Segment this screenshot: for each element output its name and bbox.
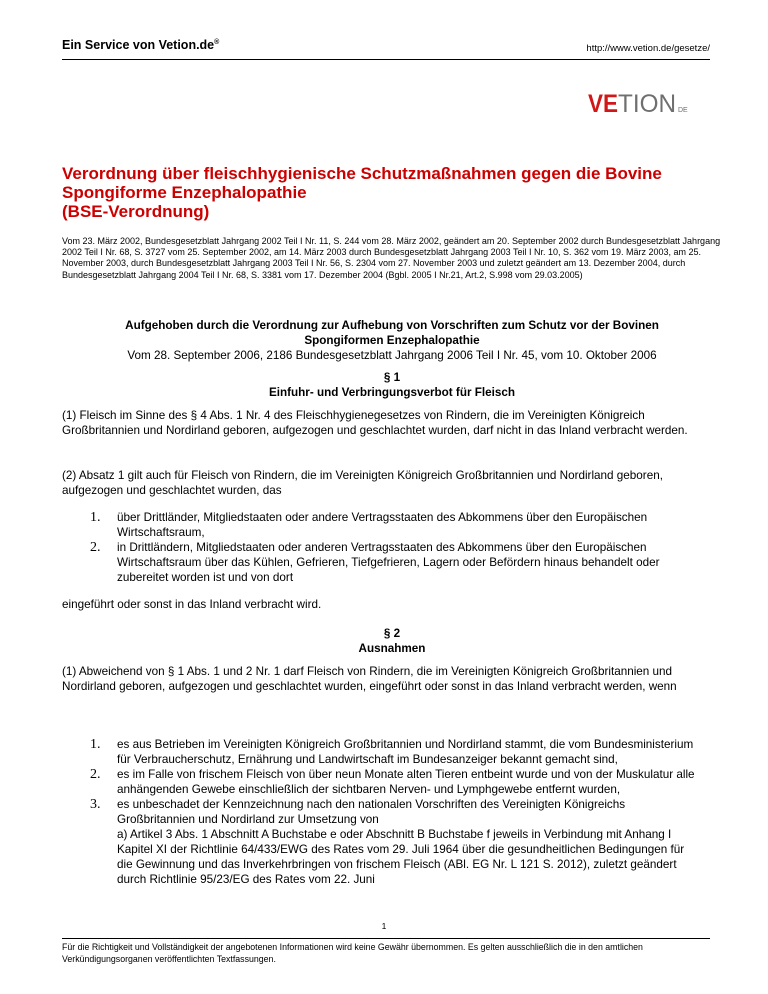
list-item-text: in Drittländern, Mitgliedstaaten oder anderen Vertragsstaaten des Abkommens über den Europäischen Wirtschaftsraum über das Kühlen, Gefrieren, Tiefgefrieren, Lagern oder Befördern hinaus behandelt oder zubereitet worden ist und von dort <box>117 541 660 584</box>
page-title <box>62 164 722 221</box>
section-1-paragraph-1: (1) Fleisch im Sinne des § 4 Abs. 1 Nr. 4 des Fleischhygienegesetzes von Rindern, die im Vereinigten Königreich Großbritannien und Nordirland geboren, aufgezogen und geschlachtet wurden, darf nicht in das Inland verbracht werden. <box>62 409 688 437</box>
section-1-paragraph-3: eingeführt oder sonst in das Inland verbracht wird. <box>62 598 322 611</box>
list-item <box>90 797 700 887</box>
repeal-line: Aufgehoben durch die Verordnung zur Aufhebung von Vorschriften zum Schutz vor der Bovinen <box>125 319 659 332</box>
header-divider <box>62 59 710 60</box>
list-item-text: über Drittländer, Mitgliedstaaten oder andere Vertragsstaaten des Abkommens über den Europäischen Wirtschaftsraum, <box>117 511 648 539</box>
section-2-heading <box>62 626 722 656</box>
list-item-text: es unbeschadet der Kennzeichnung nach den nationalen Vorschriften des Vereinigten Königreichs Großbritannien und Nordirland zur Umsetzung von <box>117 798 626 826</box>
header-url: http://www.vetion.de/gesetze/ <box>586 43 710 54</box>
list-item <box>90 737 700 767</box>
registered-mark: ® <box>214 38 220 46</box>
publication-history: Vom 23. März 2002, Bundesgesetzblatt Jahrgang 2002 Teil I Nr. 11, S. 244 vom 28. März 2002, geändert am 20. September 2002 durch Bundesgesetzblatt Jahrgang 2002 Teil I Nr. 68, S. 3727 vom 25. September 2002, am 14. März 2003 durch Bundesgesetzblatt Jahrgang 2003 Teil I Nr. 10, S. 362 vom 19. März 2003, am 25. November 2003, durch Bundesgesetzblatt Jahrgang 2003 Teil I Nr. 56, S. 2304 vom 27. November 2003 und zuletzt geändert am 13. Dezember 2004, durch Bundesgesetzblatt Jahrgang 2004 Teil I Nr. 68, S. 3381 vom 17. Dezember 2004 (Bgbl. 2005 I Nr.21, Art.2, S.998 vom 29.03.2005) <box>62 236 721 280</box>
title-line: Verordnung über fleischhygienische Schutzmaßnahmen gegen die Bovine <box>62 164 662 183</box>
page-number: 1 <box>381 921 387 931</box>
section-1-heading <box>62 370 722 400</box>
list-item-number: 2. <box>90 767 101 782</box>
section-number: § 1 <box>383 371 401 384</box>
section-number: § 2 <box>383 627 401 640</box>
footer-divider <box>62 938 710 939</box>
list-item-number: 1. <box>90 737 101 752</box>
section-1-paragraph-2: (2) Absatz 1 gilt auch für Fleisch von Rindern, die im Vereinigten Königreich Großbritannien und Nordirland geboren, aufgezogen und geschlachtet wurden, das <box>62 469 663 497</box>
section-2-paragraph-1: (1) Abweichend von § 1 Abs. 1 und 2 Nr. 1 darf Fleisch von Rindern, die im Vereinigten Königreich Großbritannien und Nordirland geboren, aufgezogen und geschlachtet wurden, eingeführt oder sonst in das Inland verbracht werden, wenn <box>62 665 677 693</box>
list-item-number: 3. <box>90 797 101 812</box>
list-item-subtext: a) Artikel 3 Abs. 1 Abschnitt A Buchstabe e oder Abschnitt B Buchstabe f jeweils in Verbindung mit Anhang I Kapitel XI der Richtlinie 64/433/EWG des Rates vom 29. Juli 1964 über die gesundheitlichen Bedingungen für die Gewinnung und das Inverkehrbringen von frischem Fleisch (ABl. EG Nr. L 121 S. 2012), zuletzt geändert durch Richtlinie 95/23/EG des Rates vom 22. Juni <box>117 828 685 886</box>
repeal-line: Spongiformen Enzephalopathie <box>304 334 480 347</box>
logo-tion-text: TION <box>618 90 676 118</box>
list-item-text: es aus Betrieben im Vereinigten Königreich Großbritannien und Nordirland stammt, die vom Bundesministerium für Verbraucherschutz, Ernährung und Landwirtschaft im Bundesanzeiger bekannt gemacht sind, <box>117 738 694 766</box>
title-line: (BSE-Verordnung) <box>62 202 210 221</box>
list-item-number: 1. <box>90 510 101 525</box>
list-item <box>90 510 700 540</box>
section-title: Ausnahmen <box>358 642 426 655</box>
list-item-number: 2. <box>90 540 101 555</box>
repeal-notice <box>62 318 722 363</box>
logo-ve-text: VE <box>588 90 618 118</box>
repeal-line: Vom 28. September 2006, 2186 Bundesgesetzblatt Jahrgang 2006 Teil I Nr. 45, vom 10. Oktober 2006 <box>127 349 657 362</box>
footer-disclaimer: Für die Richtigkeit und Vollständigkeit der angebotenen Informationen wird keine Gewähr übernommen. Es gelten ausschließlich die in den amtlichen Verkündigungsorganen veröffentlichten Textfassungen. <box>62 942 643 964</box>
vetion-logo <box>586 87 696 119</box>
header-service-label: Ein Service von Vetion.de® <box>62 38 220 52</box>
section-title: Einfuhr- und Verbringungsverbot für Fleisch <box>268 386 516 399</box>
logo-suffix-text: DE <box>678 107 688 114</box>
section-1-list <box>90 510 700 585</box>
title-line: Spongiforme Enzephalopathie <box>62 183 307 202</box>
list-item <box>90 540 700 585</box>
list-item <box>90 767 700 797</box>
section-2-list <box>90 737 700 887</box>
list-item-text: es im Falle von frischem Fleisch von über neun Monate alten Tieren entbeint wurde und von der Muskulatur alle anhängenden Gewebe einschließlich der sichtbaren Nerven- und Lymphgewebe entfernt wurden, <box>117 768 695 796</box>
